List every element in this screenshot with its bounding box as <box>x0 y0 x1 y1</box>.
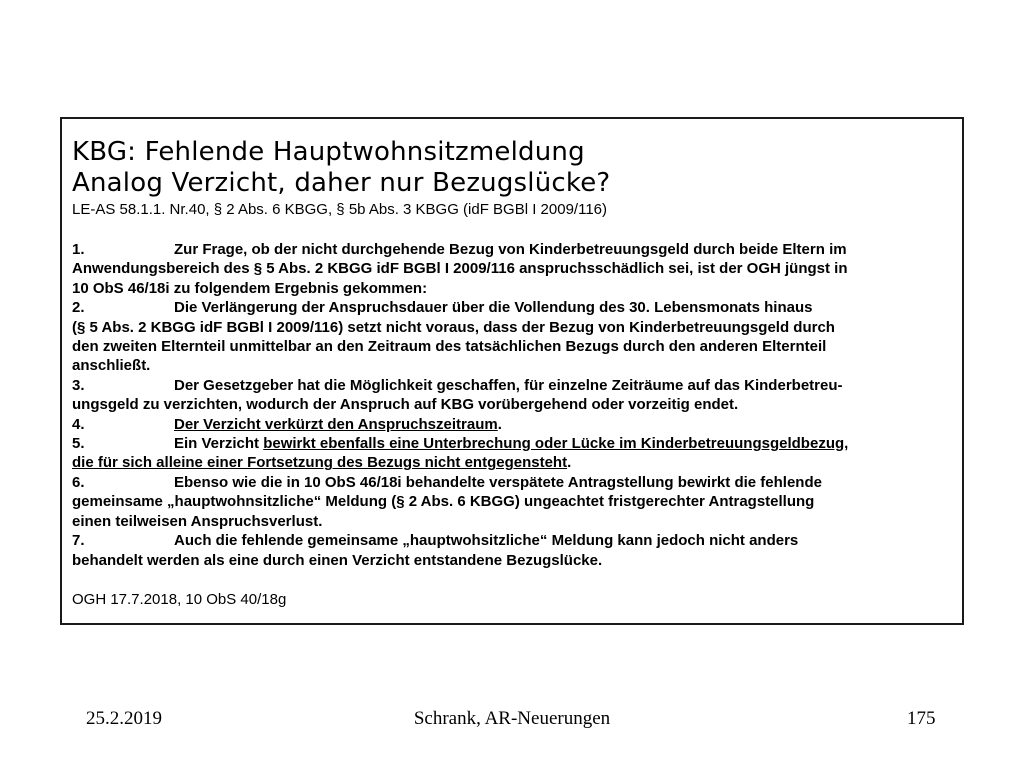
point-6-cont: einen teilweisen Anspruchsverlust. <box>72 512 323 530</box>
point-text: . <box>497 415 502 433</box>
point-number: 4. <box>72 415 85 433</box>
slide-title-line-2: Analog Verzicht, daher nur Bezugslücke? <box>72 168 611 198</box>
point-text: Ein Verzicht <box>174 435 264 453</box>
point-number: 1. <box>72 241 85 258</box>
point-number: 2. <box>72 299 85 317</box>
point-number: 3. <box>72 376 85 394</box>
point-text: Zur Frage, ob der nicht durchgehende Bezug von Kinderbetreuungsgeld durch beide Eltern im <box>174 241 847 258</box>
point-text-underlined: Der Verzicht verkürzt den Anspruchszeitraum <box>174 415 498 433</box>
point-text: Die Verlängerung der Anspruchsdauer über die Vollendung des 30. Lebensmonats hinaus <box>174 299 813 317</box>
content-box <box>60 117 964 625</box>
point-6-cont: gemeinsame „hauptwohnsitzliche“ Meldung (§ 2 Abs. 6 KBGG) ungeachtet fristgerechter Antragstellung <box>72 493 815 511</box>
point-2 <box>72 298 952 317</box>
court-decision-source: OGH 17.7.2018, 10 ObS 40/18g <box>72 590 287 608</box>
point-2-cont: anschließt. <box>72 357 151 375</box>
point-text: Auch die fehlende gemeinsame „hauptwohsitzliche“ Meldung kann jedoch nicht anders <box>174 532 799 550</box>
point-text-underlined: die für sich alleine einer Fortsetzung des Bezugs nicht entgegensteht <box>72 454 568 472</box>
point-1-cont: Anwendungsbereich des § 5 Abs. 2 KBGG idF BGBl I 2009/116 anspruchsschädlich sei, ist der OGH jüngst in <box>72 260 848 278</box>
point-1 <box>72 240 952 259</box>
point-6 <box>72 473 952 492</box>
slide-title-line-1: KBG: Fehlende Hauptwohnsitzmeldung <box>72 137 585 167</box>
spacer <box>72 220 952 240</box>
legal-reference: LE-AS 58.1.1. Nr.40, § 2 Abs. 6 KBGG, § 5b Abs. 3 KBGG (idF BGBl I 2009/116) <box>72 201 608 218</box>
point-text-underlined: bewirkt ebenfalls eine Unterbrechung oder Lücke im Kinderbetreuungsgeldbezug, <box>263 435 849 453</box>
point-text: Ebenso wie die in 10 ObS 46/18i behandelte verspätete Antragstellung bewirkt die fehlende <box>174 473 822 491</box>
point-7 <box>72 531 952 550</box>
point-number: 5. <box>72 435 85 453</box>
point-3-cont: ungsgeld zu verzichten, wodurch der Anspruch auf KBG vorübergehend oder vorzeitig endet. <box>72 396 739 414</box>
point-text: Der Gesetzgeber hat die Möglichkeit geschaffen, für einzelne Zeiträume auf das Kinderbetreu- <box>174 376 843 394</box>
footer-page-number: 175 <box>907 708 936 729</box>
point-1-cont: 10 ObS 46/18i zu folgendem Ergebnis gekommen: <box>72 279 428 297</box>
spacer <box>72 570 952 590</box>
point-5 <box>72 434 952 453</box>
point-number: 6. <box>72 473 85 491</box>
point-5-cont <box>72 453 952 472</box>
point-4 <box>72 415 952 434</box>
footer-author: Schrank, AR-Neuerungen <box>413 708 611 729</box>
point-2-cont: (§ 5 Abs. 2 KBGG idF BGBl I 2009/116) setzt nicht voraus, dass der Bezug von Kinderbetreuungsgeld durch <box>72 318 835 336</box>
point-7-cont: behandelt werden als eine durch einen Verzicht entstandene Bezugslücke. <box>72 551 603 569</box>
footer-date: 25.2.2019 <box>86 708 162 729</box>
point-3 <box>72 376 952 395</box>
point-text: . <box>567 454 572 472</box>
point-number: 7. <box>72 532 85 550</box>
point-2-cont: den zweiten Elternteil unmittelbar an den Zeitraum des tatsächlichen Bezugs durch den anderen Elternteil <box>72 338 827 356</box>
